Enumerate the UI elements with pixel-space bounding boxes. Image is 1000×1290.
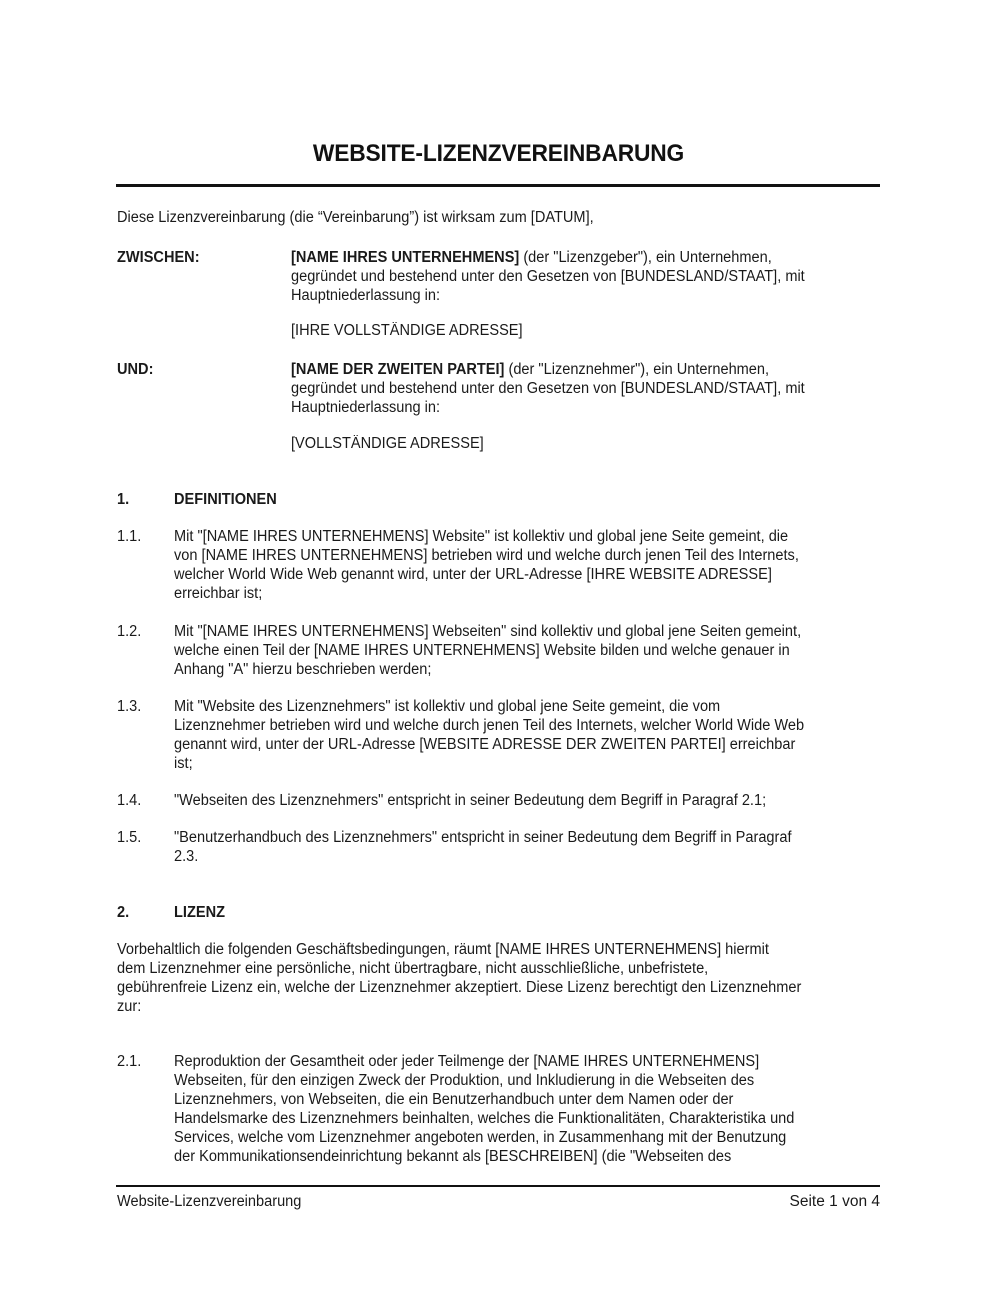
item-1-2-text (174, 622, 801, 679)
item-1-2-line: Mit "[NAME IHRES UNTERNEHMENS] Webseiten" sind kollektiv und global jene Seiten gemeint, (174, 623, 802, 640)
item-1-3-line: ist; (174, 755, 193, 772)
party-label-and: UND: (117, 361, 154, 378)
item-1-3-text (174, 697, 804, 773)
section-2-intro-line: dem Lizenznehmer eine persönliche, nicht übertragbare, nicht ausschließliche, unbefristete, (117, 960, 709, 977)
item-1-2-line: welche einen Teil der [NAME IHRES UNTERNEHMENS] Website bilden und welche genauer in (174, 642, 790, 659)
title-divider (116, 184, 880, 187)
section-2-intro-line: zur: (117, 998, 142, 1015)
item-2-1-line: Webseiten, für den einzigen Zweck der Produktion, und Inkludierung in die Webseiten des (174, 1072, 755, 1089)
party-1-line-3: Hauptniederlassung in: (291, 287, 441, 304)
document-title: WEBSITE-LIZENZVEREINBARUNG (312, 140, 685, 167)
item-2-1-line: Handelsmarke des Lizenznehmers beinhalten, welches die Funktionalitäten, Charakteristika und (174, 1110, 795, 1127)
item-1-1-line: Mit "[NAME IHRES UNTERNEHMENS] Website" ist kollektiv und global jene Seite gemeint, die (174, 528, 789, 545)
item-2-1-line: Lizenznehmers, von Webseiten, die ein Benutzerhandbuch unter dem Namen oder der (174, 1091, 734, 1108)
party-1-name: [NAME IHRES UNTERNEHMENS] (291, 249, 520, 266)
section-2-intro (117, 940, 801, 1016)
party-2-name: [NAME DER ZWEITEN PARTEI] (291, 361, 505, 378)
section-2-heading: LIZENZ (174, 904, 225, 921)
item-1-3-line: genannt wird, unter der URL-Adresse [WEBSITE ADRESSE DER ZWEITEN PARTEI] erreichbar (174, 736, 796, 753)
item-1-1-line: erreichbar ist; (174, 585, 263, 602)
section-2-number: 2. (117, 904, 130, 921)
intro-paragraph: Diese Lizenzvereinbarung (die “Vereinbarung”) ist wirksam zum [DATUM], (117, 209, 594, 226)
item-2-1-line: Services, welche vom Lizenznehmer angeboten werden, in Zusammenhang mit der Benutzung (174, 1129, 787, 1146)
party-2-address: [VOLLSTÄNDIGE ADRESSE] (291, 435, 484, 452)
item-1-5-number: 1.5. (117, 829, 142, 846)
section-1-number: 1. (117, 491, 130, 508)
item-1-3-line: Mit "Website des Lizenznehmers" ist kollektiv und global jene Seite gemeint, die vom (174, 698, 721, 715)
item-1-3-number: 1.3. (117, 698, 142, 715)
footer-page-number: Seite 1 von 4 (789, 1193, 880, 1210)
item-1-2-number: 1.2. (117, 623, 142, 640)
party-1-line-1 (291, 248, 805, 267)
item-1-2-line: Anhang "A" hierzu beschrieben werden; (174, 661, 432, 678)
footer-divider (116, 1185, 880, 1187)
item-2-1-line: Reproduktion der Gesamtheit oder jeder Teilmenge der [NAME IHRES UNTERNEHMENS] (174, 1053, 760, 1070)
item-1-1-number: 1.1. (117, 528, 142, 545)
item-1-5-line: 2.3. (174, 848, 199, 865)
party-2-line-1 (291, 360, 805, 379)
item-2-1-number: 2.1. (117, 1053, 142, 1070)
party-label-between: ZWISCHEN: (117, 249, 200, 266)
item-1-1-text (174, 527, 799, 603)
party-2-role: (der "Lizenznehmer"), ein Unternehmen, (504, 361, 770, 378)
item-1-1-line: von [NAME IHRES UNTERNEHMENS] betrieben wird und welche durch jenen Teil des Internets, (174, 547, 799, 564)
party-2-block (291, 360, 805, 417)
party-1-address: [IHRE VOLLSTÄNDIGE ADRESSE] (291, 322, 523, 339)
item-1-4-text (174, 791, 766, 810)
footer-document-name: Website-Lizenzvereinbarung (117, 1193, 302, 1210)
item-2-1-line: der Kommunikationsendeinrichtung bekannt als [BESCHREIBEN] (die "Webseiten des (174, 1148, 732, 1165)
party-1-role: (der "Lizenzgeber"), ein Unternehmen, (519, 249, 772, 266)
section-1-heading: DEFINITIONEN (174, 491, 277, 508)
section-2-intro-line: Vorbehaltlich die folgenden Geschäftsbedingungen, räumt [NAME IHRES UNTERNEHMENS] hiermit (117, 941, 769, 958)
item-1-1-line: welcher World Wide Web genannt wird, unter der URL-Adresse [IHRE WEBSITE ADRESSE] (174, 566, 772, 583)
item-1-3-line: Lizenznehmer betrieben wird und welche durch jenen Teil des Internets, welcher World Wide Web (174, 717, 805, 734)
item-1-4-number: 1.4. (117, 792, 142, 809)
item-1-4-line: "Webseiten des Lizenznehmers" entspricht in seiner Bedeutung dem Begriff in Paragraf 2.1; (174, 792, 767, 809)
party-2-line-3: Hauptniederlassung in: (291, 399, 441, 416)
item-1-5-line: "Benutzerhandbuch des Lizenznehmers" entspricht in seiner Bedeutung dem Begriff in Paragraf (174, 829, 792, 846)
item-2-1-text (174, 1052, 794, 1166)
party-1-block (291, 248, 805, 305)
item-1-5-text (174, 828, 792, 866)
section-2-intro-line: gebührenfreie Lizenz ein, welche der Lizenznehmer akzeptiert. Diese Lizenz berechtigt den Lizenznehmer (117, 979, 802, 996)
party-2-line-2: gegründet und bestehend unter den Gesetzen von [BUNDESLAND/STAAT], mit (291, 380, 805, 397)
party-1-line-2: gegründet und bestehend unter den Gesetzen von [BUNDESLAND/STAAT], mit (291, 268, 805, 285)
